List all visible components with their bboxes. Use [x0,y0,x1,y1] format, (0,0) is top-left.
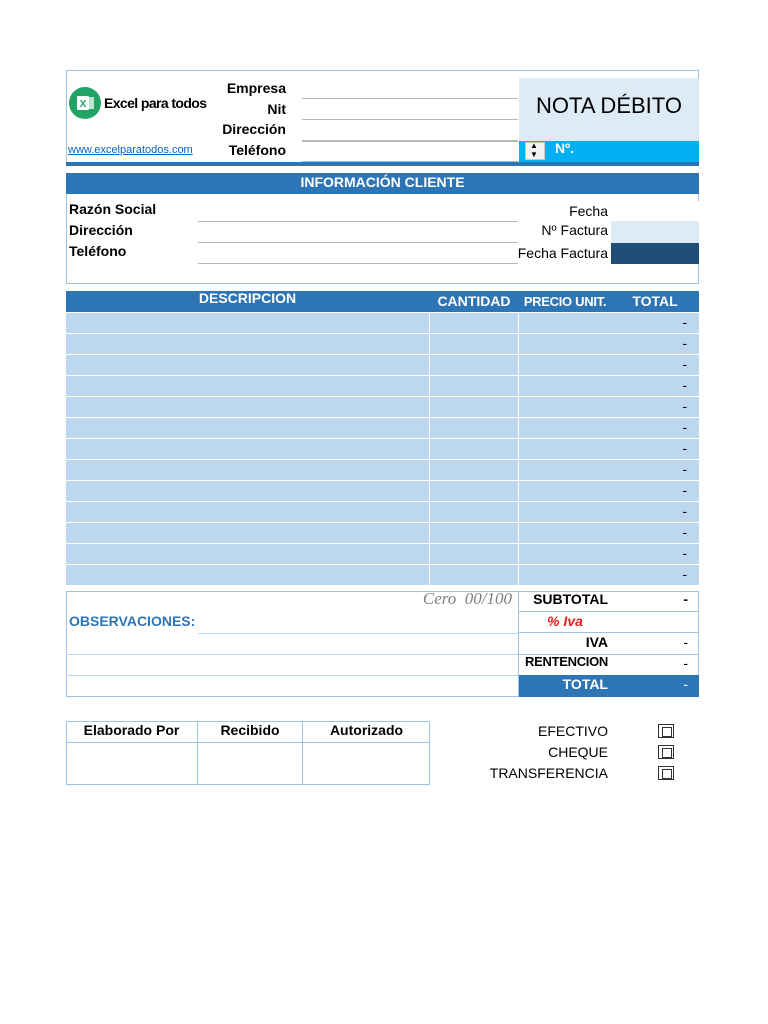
client-label-razon-social: Razón Social [69,201,157,217]
row-unit-price-cell[interactable] [519,481,611,501]
row-description-cell[interactable] [66,523,429,543]
row-description-cell[interactable] [66,418,429,438]
payment-label-efectivo: EFECTIVO [537,723,608,739]
row-total-value: - [682,524,687,540]
signature-label-autorizado: Autorizado [329,722,404,738]
row-quantity-cell[interactable] [430,502,518,522]
row-total-cell[interactable] [611,502,699,522]
row-total-cell[interactable] [611,355,699,375]
row-total-cell[interactable] [611,460,699,480]
row-total-cell[interactable] [611,334,699,354]
payment-checkbox-efectivo[interactable] [658,724,674,738]
observations-field[interactable] [198,633,518,634]
svg-text:X: X [79,99,87,110]
row-quantity-cell[interactable] [430,523,518,543]
row-unit-price-cell[interactable] [519,355,611,375]
payment-checkbox-cheque[interactable] [658,745,674,759]
row-unit-price-cell[interactable] [519,502,611,522]
logo [68,86,207,122]
row-quantity-cell[interactable] [430,544,518,564]
retention-label: RENTENCION [525,654,608,669]
signature-field-autorizado[interactable] [303,743,429,784]
row-total-value: - [682,545,687,561]
row-unit-price-cell[interactable] [519,565,611,585]
row-quantity-cell[interactable] [430,334,518,354]
row-quantity-cell[interactable] [430,355,518,375]
payment-label-cheque: CHEQUE [548,744,608,760]
company-field-empresa[interactable] [302,78,518,99]
iva-percent-label: % Iva [547,613,583,629]
row-quantity-cell[interactable] [430,397,518,417]
row-quantity-cell[interactable] [430,418,518,438]
row-quantity-cell[interactable] [430,565,518,585]
signature-label-elaborado: Elaborado Por [83,722,180,738]
row-quantity-cell[interactable] [430,439,518,459]
client-field-fecha[interactable] [611,201,699,221]
client-field-razon-social[interactable] [198,201,518,222]
row-description-cell[interactable] [66,334,429,354]
logo-text: Excel para todos [104,95,207,111]
observations-label: OBSERVACIONES: [69,613,196,629]
row-total-value: - [682,482,687,498]
header-bottom-bar [66,162,699,166]
number-bar [519,141,699,162]
row-description-cell[interactable] [66,355,429,375]
row-unit-price-cell[interactable] [519,397,611,417]
row-total-cell[interactable] [611,523,699,543]
row-total-cell[interactable] [611,481,699,501]
row-unit-price-cell[interactable] [519,376,611,396]
row-total-value: - [682,440,687,456]
website-link[interactable]: www.excelparatodos.com [68,144,193,156]
col-header-cantidad: CANTIDAD [437,293,511,309]
row-total-value: - [682,461,687,477]
excel-logo-icon [68,86,102,120]
retention-value: - [683,655,688,671]
total-label: TOTAL [562,676,608,692]
company-label-telefono: Teléfono [228,142,286,158]
iva-pct-line [519,632,699,633]
amount-in-words: Cero 00/100 [422,589,512,608]
row-unit-price-cell[interactable] [519,334,611,354]
row-total-value: - [682,377,687,393]
row-description-cell[interactable] [66,481,429,501]
signature-field-elaborado[interactable] [67,743,197,784]
col-header-precio-unit: PRECIO UNIT. [523,294,607,309]
row-total-cell[interactable] [611,376,699,396]
iva-label: IVA [585,634,608,650]
client-field-n-factura[interactable] [611,221,699,243]
row-total-value: - [682,314,687,330]
row-description-cell[interactable] [66,502,429,522]
client-label-telefono: Teléfono [69,243,127,259]
client-field-direccion[interactable] [198,222,518,243]
company-label-empresa: Empresa [226,80,286,96]
client-label-direccion: Dirección [69,222,133,238]
row-unit-price-cell[interactable] [519,460,611,480]
row-quantity-cell[interactable] [430,313,518,333]
row-total-cell[interactable] [611,397,699,417]
row-unit-price-cell[interactable] [519,313,611,333]
subtotal-value: - [683,591,688,607]
iva-value: - [683,634,688,650]
signature-field-recibido[interactable] [198,743,302,784]
subtotal-label: SUBTOTAL [533,591,608,607]
chevron-down-icon: ▼ [530,150,538,159]
col-header-descripcion: DESCRIPCION [198,290,297,306]
row-description-cell[interactable] [66,565,429,585]
company-field-telefono[interactable] [302,141,518,162]
doc-title: NOTA DÉBITO [536,93,682,118]
row-total-cell[interactable] [611,313,699,333]
row-description-cell[interactable] [66,313,429,333]
row-description-cell[interactable] [66,376,429,396]
row-quantity-cell[interactable] [430,460,518,480]
row-total-cell[interactable] [611,418,699,438]
payment-label-transferencia: TRANSFERENCIA [489,765,608,781]
iva-percent-field[interactable] [611,612,699,632]
company-field-nit[interactable] [302,99,518,120]
client-label-fecha: Fecha [569,203,608,219]
row-description-cell[interactable] [66,460,429,480]
row-total-value: - [682,419,687,435]
row-unit-price-cell[interactable] [519,544,611,564]
row-total-value: - [682,398,687,414]
row-description-cell[interactable] [66,397,429,417]
row-unit-price-cell[interactable] [519,439,611,459]
row-description-cell[interactable] [66,439,429,459]
client-label-n-factura: Nº Factura [541,222,608,238]
client-field-telefono[interactable] [198,243,518,264]
payment-checkbox-transferencia[interactable] [658,766,674,780]
number-spinner[interactable] [525,142,545,160]
company-field-direccion[interactable] [302,120,518,141]
signature-label-recibido: Recibido [220,722,280,738]
row-total-cell[interactable] [611,439,699,459]
row-total-value: - [682,356,687,372]
row-unit-price-cell[interactable] [519,418,611,438]
total-value: - [683,676,688,692]
row-quantity-cell[interactable] [430,481,518,501]
client-section-title: INFORMACIÓN CLIENTE [66,173,699,194]
row-quantity-cell[interactable] [430,376,518,396]
col-header-total: TOTAL [632,293,678,309]
observations-line-2[interactable] [66,675,519,676]
client-label-fecha-factura: Fecha Factura [517,245,608,261]
company-label-nit: Nit [267,101,286,117]
row-description-cell[interactable] [66,544,429,564]
company-label-direccion: Dirección [222,121,286,137]
row-unit-price-cell[interactable] [519,523,611,543]
client-field-fecha-factura[interactable] [611,243,699,264]
observations-line-1[interactable] [66,654,519,655]
row-total-value: - [682,503,687,519]
row-total-cell[interactable] [611,565,699,585]
row-total-value: - [682,335,687,351]
number-label: Nº. [555,140,575,156]
row-total-value: - [682,566,687,582]
chevron-up-icon: ▲ [530,141,538,150]
row-total-cell[interactable] [611,544,699,564]
